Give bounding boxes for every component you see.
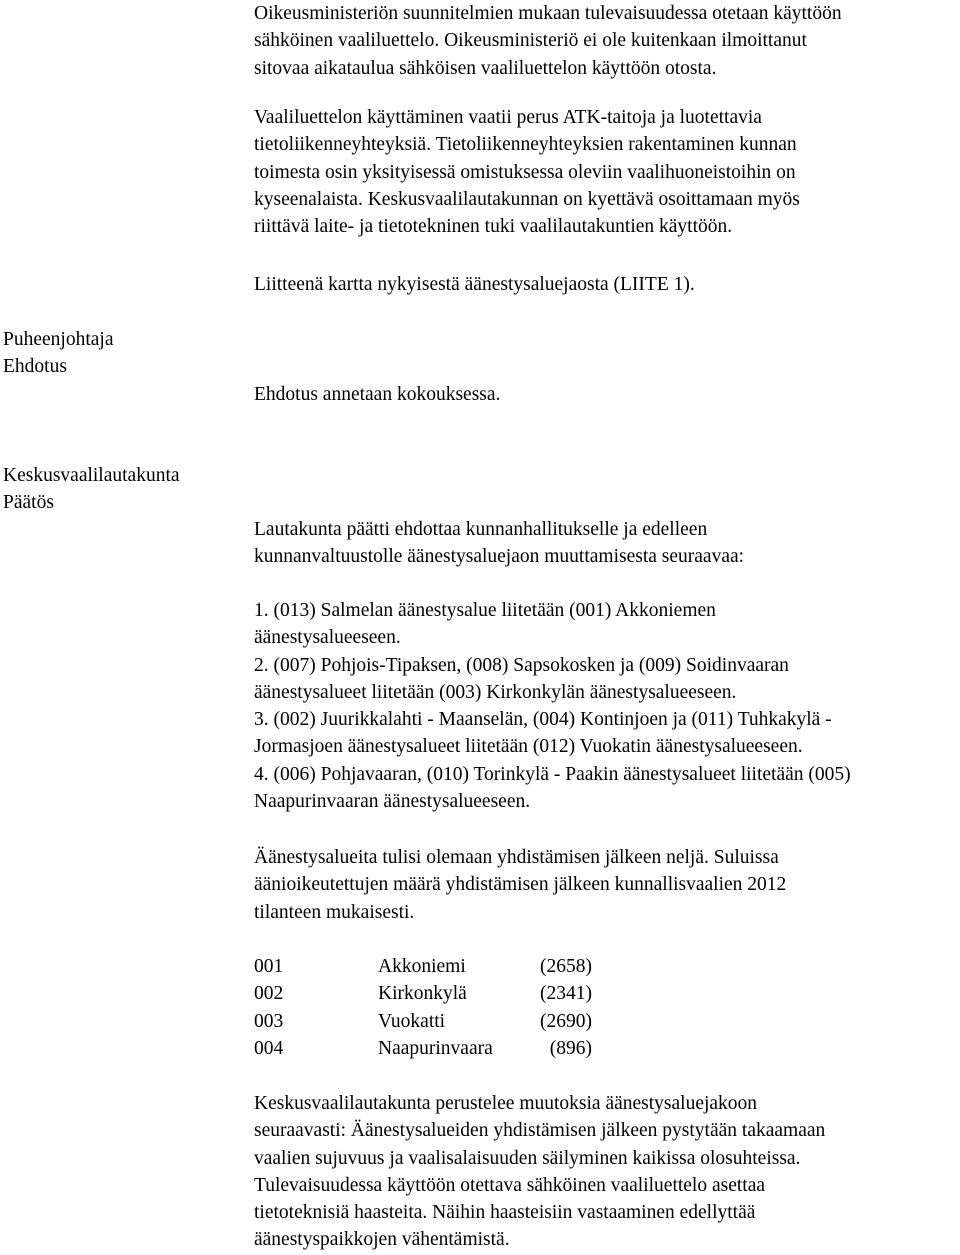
district-code: 004: [254, 1037, 284, 1059]
list-item-line: Jormasjoen äänestysalueet liitetään (012) Vuokatin äänestysalueeseen.: [254, 736, 803, 758]
text-line: äänestyspaikkojen vähentämistä.: [254, 1229, 510, 1251]
rationale-text: [254, 1090, 958, 1254]
text-line: Liitteenä kartta nykyisestä äänestysaluejaosta (LIITE 1).: [254, 274, 695, 295]
district-voters: (2690): [540, 1010, 592, 1032]
district-name: Naapurinvaara: [378, 1037, 493, 1059]
proposal-text: [254, 381, 958, 408]
list-item-line: äänestysalueet liitetään (003) Kirkonkylän äänestysalueeseen.: [254, 681, 737, 703]
list-item-line: 4. (006) Pohjavaaran, (010) Torinkylä - Paakin äänestysalueet liitetään (005): [254, 763, 851, 785]
text-line: seuraavasti: Äänestysalueiden yhdistämisen jälkeen pystytään takaamaan: [254, 1120, 826, 1142]
text-line: äänioikeutettujen määrä yhdistämisen jälkeen kunnallisvaalien 2012: [254, 874, 787, 896]
district-voters: (2658): [540, 956, 592, 977]
text-line: Vaaliluettelon käyttäminen vaatii perus ATK-taitoja ja luotettavia: [254, 107, 762, 128]
district-name: Vuokatti: [378, 1010, 446, 1032]
district-voters: (896): [549, 1037, 592, 1059]
text-line: Ehdotus annetaan kokouksessa.: [254, 384, 501, 405]
side-role: Keskusvaalilautakunta: [3, 465, 180, 486]
list-item-line: 1. (013) Salmelan äänestysalue liitetään (001) Akkoniemen: [254, 600, 716, 621]
district-code: 001: [254, 956, 284, 977]
side-label: Ehdotus: [3, 356, 67, 378]
text-line: tietoliikenneyhteyksiä. Tietoliikenneyhteyksien rakentaminen kunnan: [254, 134, 797, 156]
attachment-note: [254, 271, 958, 298]
side-heading-proposal: [3, 326, 243, 381]
text-line: riittävä laite- ja tietotekninen tuki vaalilautakuntien käyttöön.: [254, 216, 733, 238]
list-item-line: äänestysalueeseen.: [254, 627, 401, 649]
text-line: vaalien sujuvuus ja vaalisalaisuuden säilyminen kaikissa olosuhteissa.: [254, 1147, 801, 1169]
side-role: Puheenjohtaja: [3, 329, 114, 350]
text-line: Lautakunta päätti ehdottaa kunnanhallitukselle ja edelleen: [254, 519, 708, 540]
list-item-line: 3. (002) Juurikkalahti - Maanselän, (004) Kontinjoen ja (011) Tuhkakylä -: [254, 709, 832, 731]
after-merge-text: [254, 844, 958, 926]
text-line: tietoteknisiä haasteita. Näihin haasteisiin vastaaminen edellyttää: [254, 1202, 756, 1224]
district-code: 003: [254, 1010, 284, 1032]
district-name: Akkoniemi: [378, 956, 466, 977]
text-line: sähköinen vaaliluettelo. Oikeusministeriö ei ole kuitenkaan ilmoittanut: [254, 30, 807, 52]
district-code: 002: [254, 983, 284, 1005]
side-label: Päätös: [3, 492, 54, 514]
side-heading-decision: [3, 462, 243, 517]
text-line: tilanteen mukaisesti.: [254, 901, 415, 923]
text-line: Oikeusministeriön suunnitelmien mukaan tulevaisuudessa otetaan käyttöön: [254, 3, 842, 24]
district-name: Kirkonkylä: [378, 983, 467, 1005]
text-line: kunnanvaltuustolle äänestysaluejaon muuttamisesta seuraavaa:: [254, 546, 745, 568]
paragraph-it-requirements: [254, 104, 958, 240]
text-line: sitovaa aikataulua sähköisen vaaliluettelon käyttöön otosta.: [254, 57, 717, 79]
text-line: Tulevaisuudessa käyttöön otettava sähköinen vaaliluettelo asettaa: [254, 1174, 766, 1196]
text-line: Keskusvaalilautakunta perustelee muutoksia äänestysaluejakoon: [254, 1093, 758, 1114]
list-item-line: 2. (007) Pohjois-Tipaksen, (008) Sapsokosken ja (009) Soidinvaaran: [254, 654, 789, 676]
text-line: toimesta osin yksityisessä omistuksessa oleviin vaalihuoneistoihin on: [254, 161, 796, 183]
district-voters: (2341): [540, 983, 592, 1005]
list-item-line: Naapurinvaaran äänestysalueeseen.: [254, 791, 531, 813]
text-line: Äänestysalueita tulisi olemaan yhdistämisen jälkeen neljä. Suluissa: [254, 847, 779, 868]
text-line: kyseenalaista. Keskusvaalilautakunnan on kyettävä osoittamaan myös: [254, 188, 800, 210]
paragraph-electronic-voter-register: [254, 0, 958, 82]
decision-intro: [254, 516, 958, 571]
decision-items: [254, 597, 958, 815]
